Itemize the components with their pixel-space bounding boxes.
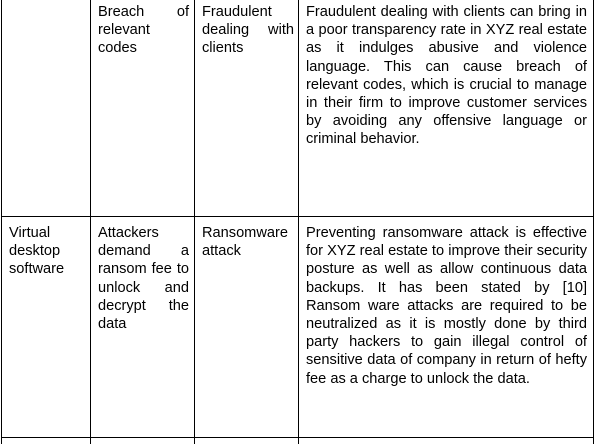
table-row [2, 438, 594, 444]
description-text [299, 438, 593, 444]
description-cell [299, 438, 594, 444]
threat-cell [91, 217, 195, 438]
asset-cell [2, 217, 91, 438]
description-cell [299, 0, 594, 217]
vulnerability-text [195, 438, 298, 444]
threat-cell [91, 438, 195, 444]
vulnerability-cell [195, 217, 299, 438]
asset-text [2, 438, 90, 444]
threat-text: Breach of relevant codes [98, 4, 189, 57]
vulnerability-cell [195, 438, 299, 444]
threat-text [91, 438, 194, 444]
vulnerability-text: Ransomware attack [202, 225, 288, 260]
asset-text [2, 0, 90, 3]
threat-text: Attackers demand a ransom fee to unlock and decrypt the data [98, 225, 189, 333]
description-cell [299, 217, 594, 438]
table-row [2, 0, 594, 217]
table-row [2, 217, 594, 438]
threat-cell [91, 0, 195, 217]
asset-cell [2, 0, 91, 217]
description-text: Fraudulent dealing with clients can bring in a poor transparency rate in XYZ real estate as it indulges abusive and violence language. This can cause breach of relevant codes, which is crucial to manage in their firm to improve customer services by avoiding any offensive language or criminal behavior. [306, 4, 587, 148]
vulnerability-text: Fraudulent dealing with clients [202, 4, 294, 57]
risk-table [1, 0, 594, 444]
vulnerability-cell [195, 0, 299, 217]
description-text: Preventing ransomware attack is effective for XYZ real estate to improve their security posture as well as allow continuous data backups. It has been stated by [10] Ransom ware attacks are required to be neutralized as it is mostly done by third party hackers to gain illegal control of sensitive data of company in return of hefty fee as a charge to unlock the data. [306, 225, 587, 387]
asset-cell [2, 438, 91, 444]
asset-text: Virtual desktop software [9, 225, 65, 278]
